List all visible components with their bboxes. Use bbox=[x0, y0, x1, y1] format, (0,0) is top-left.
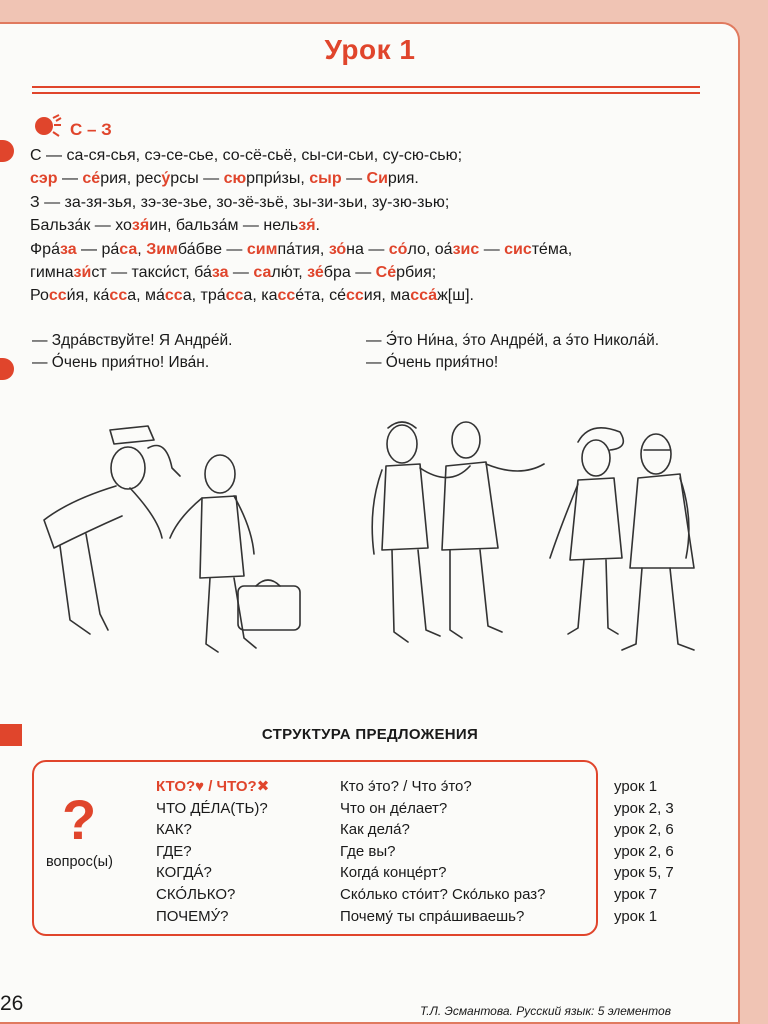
phonetics-line bbox=[30, 144, 690, 167]
highlighted-syllable: сс bbox=[277, 287, 296, 305]
highlighted-syllable: сим bbox=[246, 240, 278, 258]
text-segment: — ра́ bbox=[76, 240, 120, 258]
lesson-reference: урок 5, 7 bbox=[614, 864, 674, 882]
highlighted-syllable: са bbox=[253, 264, 272, 282]
text-segment: — bbox=[57, 170, 83, 188]
man-with-hat-figure bbox=[44, 426, 180, 634]
highlighted-syllable: Се́ bbox=[375, 264, 397, 282]
text-segment: — bbox=[228, 264, 254, 282]
text-segment: а, ма́ bbox=[127, 287, 165, 305]
title-rule-bottom bbox=[32, 92, 700, 94]
example-question: Как дела́? bbox=[340, 821, 410, 839]
highlighted-syllable: сс bbox=[346, 287, 364, 305]
dialogue-line: — О́чень прия́тно! bbox=[366, 354, 499, 371]
highlighted-syllable: зя́ bbox=[131, 217, 150, 235]
text-segment: а, ка bbox=[243, 287, 278, 305]
lesson-reference: урок 1 bbox=[614, 907, 658, 925]
highlighted-syllable: Зим bbox=[146, 240, 178, 258]
example-question: Почему́ ты спра́шиваешь? bbox=[340, 907, 525, 925]
dialogue-left bbox=[32, 330, 232, 374]
text-segment: Ро bbox=[30, 287, 49, 305]
greeting-illustration bbox=[30, 408, 710, 678]
lesson-title: Урок 1 bbox=[324, 34, 416, 65]
text-segment: м — нель bbox=[227, 217, 299, 235]
page-number: 26 bbox=[0, 992, 24, 1015]
text-segment: гимна bbox=[30, 264, 74, 282]
question-word: КТО?♥ / ЧТО?✖ bbox=[156, 778, 270, 795]
question-word: ЧТО ДЕ́ЛА(ТЬ)? bbox=[156, 799, 268, 817]
phonetics-line bbox=[30, 261, 690, 284]
highlighted-syllable: сю bbox=[223, 170, 247, 188]
example-question: Кто э́то? / Что э́то? bbox=[340, 778, 472, 795]
highlighted-syllable: со́ bbox=[388, 240, 408, 258]
nikolay-figure bbox=[442, 422, 544, 638]
highlighted-syllable: сса́ bbox=[410, 287, 438, 305]
question-label: вопрос(ы) bbox=[46, 854, 113, 870]
text-segment: Фра́ bbox=[30, 240, 60, 258]
text-segment: ло, оа́ bbox=[407, 240, 453, 258]
dialogue-line: — Здра́вствуйте! Я Андре́й. bbox=[32, 332, 233, 349]
example-question: Где вы? bbox=[340, 842, 396, 860]
text-segment: а, тра́ bbox=[182, 287, 226, 305]
lesson-reference: урок 2, 6 bbox=[614, 821, 674, 839]
text-segment: рсы — bbox=[170, 170, 224, 188]
highlighted-syllable: сс bbox=[48, 287, 67, 305]
question-word: КАК? bbox=[156, 821, 192, 839]
example-question: Ско́лько сто́ит? Ско́лько раз? bbox=[340, 885, 546, 903]
highlighted-syllable: сис bbox=[504, 240, 532, 258]
phonetics-line bbox=[30, 284, 690, 307]
text-segment: ст — такси́ст, ба́ bbox=[91, 264, 212, 282]
text-segment: ж[ш]. bbox=[437, 287, 474, 305]
text-segment: рия. bbox=[387, 170, 419, 188]
phonetics-line bbox=[30, 167, 690, 190]
text-segment: рия, рес bbox=[100, 170, 162, 188]
phonetics-heading: С – З bbox=[70, 120, 112, 139]
text-segment: бра — bbox=[323, 264, 376, 282]
structure-title: СТРУКТУРА ПРЕДЛОЖЕНИЯ bbox=[261, 726, 479, 743]
man-with-briefcase-figure bbox=[170, 455, 300, 652]
man-with-glasses-figure bbox=[622, 434, 694, 650]
highlighted-syllable: зис bbox=[452, 240, 480, 258]
question-word: ГДЕ? bbox=[156, 842, 192, 860]
text-segment: , bbox=[137, 240, 147, 258]
text-segment: на — bbox=[346, 240, 389, 258]
highlighted-syllable: зе́ bbox=[307, 264, 324, 282]
footer-credit: Т.Л. Эсмантова. Русский язык: 5 элементов bbox=[420, 1004, 671, 1018]
text-segment: е́та, се́ bbox=[295, 287, 346, 305]
text-segment: те́ма, bbox=[531, 240, 573, 258]
phonetics-exercise bbox=[30, 144, 690, 308]
dialogue-line: — О́чень прия́тно! Ива́н. bbox=[32, 354, 210, 371]
highlighted-syllable: сс bbox=[109, 287, 128, 305]
highlighted-syllable: се́ bbox=[82, 170, 101, 188]
highlighted-syllable: са bbox=[119, 240, 138, 258]
highlighted-syllable: у́ bbox=[161, 170, 171, 188]
title-rule-top bbox=[32, 86, 700, 88]
text-segment: к — хо bbox=[83, 217, 132, 235]
question-words-column bbox=[156, 776, 269, 927]
question-word: ПОЧЕМУ́? bbox=[156, 907, 229, 925]
highlighted-syllable: сэр bbox=[30, 170, 58, 188]
speaker-icon bbox=[34, 113, 62, 139]
lesson-reference: урок 1 bbox=[614, 778, 658, 795]
text-segment: и́я, ка́ bbox=[66, 287, 110, 305]
highlighted-syllable: за bbox=[211, 264, 229, 282]
question-word: КОГДА́? bbox=[156, 864, 212, 882]
highlighted-syllable: зи́ bbox=[73, 264, 92, 282]
phonetics-line bbox=[30, 214, 690, 237]
dialogue-line: — Э́то Ни́на, э́то Андре́й, а э́то Никола́й. bbox=[366, 332, 660, 349]
text-segment: ия, ма bbox=[363, 287, 411, 305]
question-mark-icon: ? bbox=[62, 788, 97, 851]
nina-figure bbox=[550, 428, 623, 634]
dialogue-right bbox=[366, 330, 659, 374]
andrey-figure bbox=[372, 422, 470, 642]
text-segment: З — за-зя-зья, зэ-зе-зье, зо-зё-зьё, зы-зи-зьи, зу-зю-зью; bbox=[30, 193, 450, 211]
text-segment: рбия; bbox=[396, 264, 437, 282]
lesson-reference-column bbox=[614, 776, 674, 927]
text-segment: ин, бальза́ bbox=[149, 217, 228, 235]
highlighted-syllable: сс bbox=[225, 287, 244, 305]
highlighted-syllable: сыр bbox=[309, 170, 342, 188]
text-segment: рпри́зы, bbox=[246, 170, 310, 188]
highlighted-syllable: зо́ bbox=[328, 240, 347, 258]
highlighted-syllable: Си bbox=[366, 170, 388, 188]
example-question: Что он де́лает? bbox=[340, 799, 448, 817]
highlighted-syllable: за bbox=[59, 240, 77, 258]
text-segment: . bbox=[315, 217, 320, 235]
lesson-reference: урок 2, 3 bbox=[614, 799, 674, 817]
text-segment: лю́т, bbox=[271, 264, 308, 282]
question-word: СКО́ЛЬКО? bbox=[156, 885, 236, 903]
lesson-reference: урок 2, 6 bbox=[614, 842, 674, 860]
text-segment: па́тия, bbox=[277, 240, 329, 258]
example-questions-column bbox=[340, 776, 545, 927]
text-segment: С — са-ся-сья, сэ-се-сье, со-сё-сьё, сы-си-сьи, су-сю-сью; bbox=[30, 147, 463, 164]
phonetics-line bbox=[30, 191, 690, 214]
text-segment: — bbox=[341, 170, 367, 188]
example-question: Когда́ конце́рт? bbox=[340, 864, 447, 882]
highlighted-syllable: зя́ bbox=[298, 217, 316, 235]
phonetics-line bbox=[30, 238, 690, 261]
text-segment: Бальза́ bbox=[30, 217, 84, 235]
highlighted-syllable: сс bbox=[164, 287, 183, 305]
text-segment: — bbox=[479, 240, 505, 258]
lesson-reference: урок 7 bbox=[614, 885, 658, 903]
text-segment: ба́бве — bbox=[177, 240, 247, 258]
